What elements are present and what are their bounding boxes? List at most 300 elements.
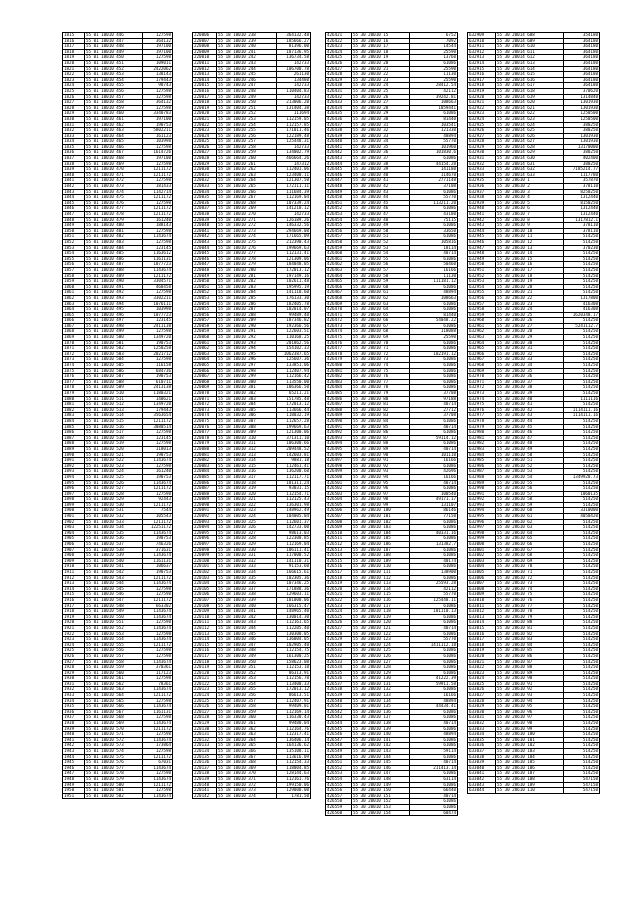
amount-cell: 1143674 xyxy=(143,458,173,464)
account-code-cell: 55 01 10010 515 xyxy=(85,418,143,424)
row-id-cell: 633027 xyxy=(468,693,496,699)
amount-cell: 40714 xyxy=(410,251,458,257)
account-code-cell: 55 01 10010 509 xyxy=(85,385,143,391)
amount-cell: 171665.09 xyxy=(277,234,311,240)
row-id-cell: 426446 xyxy=(326,172,352,178)
row-id-cell: 220082 xyxy=(193,458,217,464)
row-id-cell: 633033 xyxy=(468,726,496,732)
table-row xyxy=(193,793,311,799)
amount-cell: 112154.75 xyxy=(277,648,311,654)
amount-cell: 25593.28 xyxy=(410,581,458,587)
account-code-cell: 55 30 28610 106 xyxy=(496,765,564,771)
account-code-cell: 55 01 10010 478 xyxy=(85,212,143,218)
row-id-cell: 632952 xyxy=(468,273,496,279)
amount-cell: 112407.91 xyxy=(277,698,311,704)
account-code-cell: 55 30 28610 86 xyxy=(496,653,564,659)
account-code-cell: 55 01 10010 507 xyxy=(85,374,143,380)
row-id-cell: 426459 xyxy=(326,245,352,251)
amount-cell: 1620348.17 xyxy=(564,312,600,318)
account-code-cell: 55 18 10010 357 xyxy=(217,698,277,704)
row-id-cell: 1928 xyxy=(63,665,85,671)
account-code-cell: 55 30 28610 36 xyxy=(496,374,564,380)
row-id-cell: 633035 xyxy=(468,737,496,743)
account-code-cell: 55 30 20014 618 xyxy=(496,88,564,94)
amount-cell: 514250 xyxy=(564,715,600,721)
row-id-cell: 633017 xyxy=(468,637,496,643)
row-id-cell: 632909 xyxy=(468,33,496,39)
account-code-cell: 55 30 20010 94 xyxy=(352,474,410,480)
amount-cell: 16166 xyxy=(410,474,458,480)
row-id-cell: 632950 xyxy=(468,262,496,268)
account-code-cell: 55 30 20010 38 xyxy=(352,161,410,167)
row-id-cell: 632958 xyxy=(468,307,496,313)
amount-cell: 187346.82 xyxy=(277,318,311,324)
amount-cell: 131404.38 xyxy=(277,105,311,111)
account-code-cell: 55 01 10010 535 xyxy=(85,530,143,536)
row-id-cell: 426444 xyxy=(326,161,352,167)
row-id-cell: 632990 xyxy=(468,486,496,492)
row-id-cell: 220056 xyxy=(193,312,217,318)
amount-cell: 514250 xyxy=(564,609,600,615)
account-code-cell: 55 30 28610 61 xyxy=(496,514,564,520)
amount-cell: 101110.13 xyxy=(410,609,458,615)
account-code-cell: 55 30 28610 7 xyxy=(496,212,564,218)
row-id-cell: 426480 xyxy=(326,363,352,369)
account-code-cell: 55 01 10010 570 xyxy=(85,726,143,732)
amount-cell: 468458 xyxy=(143,284,173,290)
amount-cell: 1349720 xyxy=(143,402,173,408)
account-code-cell: 55 01 10010 471 xyxy=(85,172,143,178)
row-id-cell: 632911 xyxy=(468,44,496,50)
amount-cell: 110168.25 xyxy=(277,335,311,341)
row-id-cell: 632977 xyxy=(468,413,496,419)
amount-cell: 364180 xyxy=(564,44,600,50)
account-code-cell: 55 18 10010 368 xyxy=(217,760,277,766)
amount-cell: 2021712 xyxy=(143,351,173,357)
row-id-cell: 426462 xyxy=(326,262,352,268)
account-code-cell: 55 30 28610 72 xyxy=(496,575,564,581)
row-id-cell: 632922 xyxy=(468,105,496,111)
row-id-cell: 220124 xyxy=(193,693,217,699)
account-code-cell: 55 30 20010 100 xyxy=(352,508,410,514)
row-id-cell: 632996 xyxy=(468,519,496,525)
account-code-cell: 55 30 28610 28 xyxy=(496,329,564,335)
account-code-cell: 55 01 10010 532 xyxy=(85,514,143,520)
account-code-cell: 55 30 20010 117 xyxy=(352,603,410,609)
row-id-cell: 1925 xyxy=(63,648,85,654)
account-code-cell: 55 18 10010 272 xyxy=(217,223,277,229)
account-code-cell: 55 01 10010 489 xyxy=(85,273,143,279)
amount-cell: 91153.60 xyxy=(277,564,311,570)
account-code-cell: 55 18 10010 345 xyxy=(217,631,277,637)
amount-cell: 364180 xyxy=(564,77,600,83)
account-code-cell: 55 18 10010 356 xyxy=(217,693,277,699)
account-code-cell: 55 18 10010 362 xyxy=(217,726,277,732)
amount-cell: 77150 xyxy=(410,514,458,520)
row-id-cell: 426539 xyxy=(326,693,352,699)
row-id-cell: 220112 xyxy=(193,625,217,631)
row-id-cell: 632962 xyxy=(468,329,496,335)
row-id-cell: 220078 xyxy=(193,435,217,441)
amount-cell: 125448.31 xyxy=(277,139,311,145)
row-id-cell: 426466 xyxy=(326,284,352,290)
amount-cell: 142603.81 xyxy=(277,452,311,458)
amount-cell: 514250 xyxy=(564,749,600,755)
account-code-cell: 55 18 10010 327 xyxy=(217,530,277,536)
amount-cell: 514250 xyxy=(564,681,600,687)
row-id-cell: 426504 xyxy=(326,497,352,503)
account-code-cell: 55 30 20010 145 xyxy=(352,760,410,766)
row-id-cell: 632913 xyxy=(468,55,496,61)
account-code-cell: 55 18 10010 355 xyxy=(217,687,277,693)
account-code-cell: 55 30 20010 16 xyxy=(352,38,410,44)
account-code-cell: 55 01 10010 517 xyxy=(85,430,143,436)
account-code-cell: 55 30 28610 6 xyxy=(496,206,564,212)
row-id-cell: 426534 xyxy=(326,665,352,671)
row-id-cell: 1937 xyxy=(63,715,85,721)
amount-cell: 514250 xyxy=(564,670,600,676)
row-id-cell: 220034 xyxy=(193,189,217,195)
account-code-cell: 55 30 20010 43 xyxy=(352,189,410,195)
account-code-cell: 55 30 28610 53 xyxy=(496,469,564,475)
account-code-cell: 55 18 10010 281 xyxy=(217,273,277,279)
amount-cell: 42112 xyxy=(410,88,458,94)
account-code-cell: 55 01 10010 530 xyxy=(85,502,143,508)
row-id-cell: 632993 xyxy=(468,502,496,508)
row-id-cell: 220054 xyxy=(193,301,217,307)
row-id-cell: 632929 xyxy=(468,144,496,150)
row-id-cell: 220046 xyxy=(193,256,217,262)
account-code-cell: 55 18 10010 295 xyxy=(217,351,277,357)
account-code-cell: 55 01 10010 510 xyxy=(85,391,143,397)
account-code-cell: 55 18 10010 271 xyxy=(217,217,277,223)
account-code-cell: 55 30 28610 33 xyxy=(496,357,564,363)
account-code-cell: 55 30 20010 65 xyxy=(352,312,410,318)
amount-cell: 112164.76 xyxy=(277,726,311,732)
amount-cell: 118013 xyxy=(143,446,173,452)
amount-cell: 1117780 xyxy=(564,172,600,178)
amount-cell: 142733 xyxy=(277,144,311,150)
row-id-cell: 426528 xyxy=(326,631,352,637)
row-id-cell: 1945 xyxy=(63,760,85,766)
row-id-cell: 426523 xyxy=(326,603,352,609)
account-code-cell: 55 30 20010 51 xyxy=(352,234,410,240)
amount-cell: 127598 xyxy=(143,749,173,755)
account-code-cell: 55 30 20010 109 xyxy=(352,558,410,564)
account-code-cell: 55 30 20010 105 xyxy=(352,536,410,542)
amount-cell: 514250 xyxy=(564,726,600,732)
row-id-cell: 426441 xyxy=(326,144,352,150)
amount-cell: 1301930 xyxy=(564,105,600,111)
amount-cell: 466664.26 xyxy=(277,156,311,162)
row-id-cell: 220113 xyxy=(193,631,217,637)
row-id-cell: 220016 xyxy=(193,88,217,94)
amount-cell: 514250 xyxy=(564,385,600,391)
amount-cell: 100540 xyxy=(410,491,458,497)
account-code-cell: 55 30 20010 96 xyxy=(352,486,410,492)
account-code-cell: 55 30 20014 629 xyxy=(496,150,564,156)
amount-cell: 86613.51 xyxy=(277,693,311,699)
account-code-cell: 55 30 20010 41 xyxy=(352,178,410,184)
account-code-cell: 55 01 10010 499 xyxy=(85,329,143,335)
amount-cell: 141210.12 xyxy=(277,206,311,212)
amount-cell: 16166 xyxy=(410,267,458,273)
row-id-cell: 220017 xyxy=(193,94,217,100)
row-id-cell: 1906 xyxy=(63,542,85,548)
amount-cell: 78361 xyxy=(143,681,173,687)
amount-cell: 111694 xyxy=(277,111,311,117)
row-id-cell: 1942 xyxy=(63,743,85,749)
row-id-cell: 632925 xyxy=(468,122,496,128)
amount-cell: 514250 xyxy=(564,592,600,598)
amount-cell: 514250 xyxy=(564,279,600,285)
amount-cell: 48894 xyxy=(410,732,458,738)
row-id-cell: 1949 xyxy=(63,782,85,788)
amount-cell: 61086 xyxy=(410,301,458,307)
data-table-block-1 xyxy=(62,32,173,799)
account-code-cell: 55 01 10010 542 xyxy=(85,570,143,576)
amount-cell: 110404.83 xyxy=(277,88,311,94)
row-id-cell: 426450 xyxy=(326,195,352,201)
account-code-cell: 55 30 20010 49 xyxy=(352,223,410,229)
amount-cell: 161123 xyxy=(143,133,173,139)
amount-cell: 1211172 xyxy=(143,206,173,212)
amount-cell: 127598 xyxy=(143,715,173,721)
amount-cell: 114670 xyxy=(410,172,458,178)
account-code-cell: 55 01 10010 447 xyxy=(85,38,143,44)
row-id-cell: 426542 xyxy=(326,709,352,715)
account-code-cell: 55 01 10010 457 xyxy=(85,94,143,100)
amount-cell: 380250 xyxy=(564,122,600,128)
amount-cell: 25590 xyxy=(410,66,458,72)
amount-cell: 514250 xyxy=(564,642,600,648)
row-id-cell: 220080 xyxy=(193,446,217,452)
account-code-cell: 55 18 10010 259 xyxy=(217,150,277,156)
account-code-cell: 55 30 20010 72 xyxy=(352,351,410,357)
account-code-cell: 55 01 10010 521 xyxy=(85,452,143,458)
account-code-cell: 55 18 10010 348 xyxy=(217,648,277,654)
account-code-cell: 55 01 10010 567 xyxy=(85,709,143,715)
account-code-cell: 55 01 10010 568 xyxy=(85,715,143,721)
row-id-cell: 220134 xyxy=(193,749,217,755)
account-code-cell: 55 30 20010 121 xyxy=(352,625,410,631)
amount-cell: 112317.41 xyxy=(277,732,311,738)
amount-cell: 27712 xyxy=(410,407,458,413)
account-code-cell: 55 01 10010 497 xyxy=(85,318,143,324)
account-code-cell: 55 01 10010 536 xyxy=(85,536,143,542)
amount-cell: 55770 xyxy=(410,637,458,643)
row-id-cell: 426464 xyxy=(326,273,352,279)
amount-cell: 112153.18 xyxy=(277,665,311,671)
row-id-cell: 633018 xyxy=(468,642,496,648)
account-code-cell: 55 01 10010 558 xyxy=(85,659,143,665)
account-code-cell: 55 01 10010 557 xyxy=(85,653,143,659)
amount-cell: 148965.40 xyxy=(277,609,311,615)
row-id-cell: 633034 xyxy=(468,732,496,738)
account-code-cell: 55 01 10010 546 xyxy=(85,592,143,598)
amount-cell: 61086 xyxy=(410,525,458,531)
row-id-cell: 1886 xyxy=(63,430,85,436)
row-id-cell: 1868 xyxy=(63,329,85,335)
account-code-cell: 55 30 20010 62 xyxy=(352,295,410,301)
row-id-cell: 632986 xyxy=(468,463,496,469)
account-code-cell: 55 30 28610 22 xyxy=(496,295,564,301)
row-id-cell: 632988 xyxy=(468,474,496,480)
row-id-cell: 633028 xyxy=(468,698,496,704)
account-code-cell: 55 30 28610 84 xyxy=(496,642,564,648)
amount-cell: 134002.79 xyxy=(277,150,311,156)
account-code-cell: 55 30 20010 34 xyxy=(352,139,410,145)
amount-cell: 113550.00 xyxy=(277,379,311,385)
row-id-cell: 1890 xyxy=(63,452,85,458)
account-code-cell: 55 01 10010 547 xyxy=(85,597,143,603)
amount-cell: 61086 xyxy=(410,519,458,525)
account-code-cell: 55 01 10010 575 xyxy=(85,754,143,760)
amount-cell: 201862.56 xyxy=(277,340,311,346)
account-code-cell: 55 30 20014 625 xyxy=(496,128,564,134)
row-id-cell: 220138 xyxy=(193,771,217,777)
amount-cell: 1143674 xyxy=(143,480,173,486)
account-code-cell: 55 01 10010 540 xyxy=(85,558,143,564)
account-code-cell: 55 18 10010 343 xyxy=(217,620,277,626)
row-id-cell: 632946 xyxy=(468,239,496,245)
account-code-cell: 55 01 10010 559 xyxy=(85,665,143,671)
amount-cell: 127598 xyxy=(143,329,173,335)
amount-cell: 371631 xyxy=(143,547,173,553)
amount-cell: 141180 xyxy=(410,167,458,173)
row-id-cell: 633006 xyxy=(468,575,496,581)
row-id-cell: 220140 xyxy=(193,782,217,788)
row-id-cell: 220127 xyxy=(193,709,217,715)
amount-cell: 123400.11 xyxy=(277,172,311,178)
amount-cell: 103998 xyxy=(143,139,173,145)
amount-cell: 112154.33 xyxy=(277,760,311,766)
amount-cell: 42112 xyxy=(410,586,458,592)
amount-cell: 11130 xyxy=(410,273,458,279)
account-code-cell: 55 01 10010 576 xyxy=(85,760,143,766)
amount-cell: 2422062 xyxy=(143,66,173,72)
row-id-cell: 220052 xyxy=(193,290,217,296)
account-code-cell: 55 30 28610 44 xyxy=(496,418,564,424)
account-code-cell: 55 30 20010 137 xyxy=(352,715,410,721)
account-code-cell: 55 30 20010 82 xyxy=(352,407,410,413)
row-id-cell: 1850 xyxy=(63,228,85,234)
account-code-cell: 55 01 10010 524 xyxy=(85,469,143,475)
row-id-cell: 426557 xyxy=(326,793,352,799)
row-id-cell: 426503 xyxy=(326,491,352,497)
amount-cell: 14544 xyxy=(410,44,458,50)
account-code-cell: 55 30 20010 88 xyxy=(352,441,410,447)
amount-cell: 61086 xyxy=(410,709,458,715)
amount-cell: 514250 xyxy=(564,771,600,777)
amount-cell: 61086 xyxy=(410,430,458,436)
row-id-cell: 426467 xyxy=(326,290,352,296)
account-code-cell: 55 01 10010 462 xyxy=(85,122,143,128)
amount-cell: 514250 xyxy=(564,340,600,346)
row-id-cell: 632956 xyxy=(468,295,496,301)
row-id-cell: 632995 xyxy=(468,514,496,520)
row-id-cell: 426511 xyxy=(326,536,352,542)
row-id-cell: 426478 xyxy=(326,351,352,357)
account-code-cell: 55 30 28610 26 xyxy=(496,318,564,324)
row-id-cell: 632966 xyxy=(468,351,496,357)
account-code-cell: 55 18 10010 285 xyxy=(217,295,277,301)
account-code-cell: 55 18 10010 321 xyxy=(217,497,277,503)
row-id-cell: 1926 xyxy=(63,653,85,659)
row-id-cell: 426507 xyxy=(326,514,352,520)
row-id-cell: 632969 xyxy=(468,368,496,374)
account-code-cell: 55 30 28610 102 xyxy=(496,743,564,749)
amount-cell: 514250 xyxy=(564,519,600,525)
row-id-cell: 220048 xyxy=(193,267,217,273)
amount-cell: 112131.41 xyxy=(277,251,311,257)
account-code-cell: 55 30 20010 47 xyxy=(352,212,410,218)
amount-cell: 364132 xyxy=(143,100,173,106)
row-id-cell: 1869 xyxy=(63,335,85,341)
row-id-cell: 426460 xyxy=(326,251,352,257)
account-code-cell: 55 30 20010 128 xyxy=(352,665,410,671)
row-id-cell: 426556 xyxy=(326,788,352,794)
account-code-cell: 55 18 10010 245 xyxy=(217,72,277,78)
account-code-cell: 55 18 10010 317 xyxy=(217,474,277,480)
row-id-cell: 632938 xyxy=(468,195,496,201)
row-id-cell: 1891 xyxy=(63,458,85,464)
account-code-cell: 55 18 10010 254 xyxy=(217,122,277,128)
row-id-cell: 1899 xyxy=(63,502,85,508)
amount-cell: 127598 xyxy=(143,161,173,167)
amount-cell: 98613.03 xyxy=(277,530,311,536)
row-id-cell: 220047 xyxy=(193,262,217,268)
amount-cell: 55770 xyxy=(410,195,458,201)
row-id-cell: 220073 xyxy=(193,407,217,413)
row-id-cell: 426451 xyxy=(326,200,352,206)
amount-cell: 514250 xyxy=(564,418,600,424)
account-code-cell: 55 30 20010 24 xyxy=(352,83,410,89)
row-id-cell: 1843 xyxy=(63,189,85,195)
amount-cell: 514250 xyxy=(564,486,600,492)
row-id-cell: 1948 xyxy=(63,776,85,782)
account-code-cell: 55 30 28610 1 xyxy=(496,178,564,184)
account-code-cell: 55 30 28610 74 xyxy=(496,586,564,592)
account-code-cell: 55 30 28610 21 xyxy=(496,290,564,296)
amount-cell: 136200.60 xyxy=(277,469,311,475)
row-id-cell: 1897 xyxy=(63,491,85,497)
account-code-cell: 55 18 10010 367 xyxy=(217,754,277,760)
amount-cell: 61086 xyxy=(410,553,458,559)
amount-cell: 514250 xyxy=(564,335,600,341)
account-code-cell: 55 18 10010 289 xyxy=(217,318,277,324)
account-code-cell: 55 30 28610 27 xyxy=(496,323,564,329)
row-id-cell: 1846 xyxy=(63,206,85,212)
amount-cell: 1077723 xyxy=(143,312,173,318)
row-id-cell: 426475 xyxy=(326,335,352,341)
account-code-cell: 55 01 10010 553 xyxy=(85,631,143,637)
row-id-cell: 1913 xyxy=(63,581,85,587)
row-id-cell: 1898 xyxy=(63,497,85,503)
amount-cell: 190753 xyxy=(143,570,173,576)
row-id-cell: 1858 xyxy=(63,273,85,279)
amount-cell: 65211.21 xyxy=(277,391,311,397)
amount-cell: 370361 xyxy=(143,665,173,671)
account-code-cell: 55 01 10010 560 xyxy=(85,670,143,676)
row-id-cell: 1856 xyxy=(63,262,85,268)
account-code-cell: 55 18 10010 260 xyxy=(217,156,277,162)
row-id-cell: 1895 xyxy=(63,480,85,486)
account-code-cell: 55 18 10010 307 xyxy=(217,418,277,424)
amount-cell: 61086 xyxy=(410,385,458,391)
row-id-cell: 633037 xyxy=(468,749,496,755)
row-id-cell: 632921 xyxy=(468,100,496,106)
